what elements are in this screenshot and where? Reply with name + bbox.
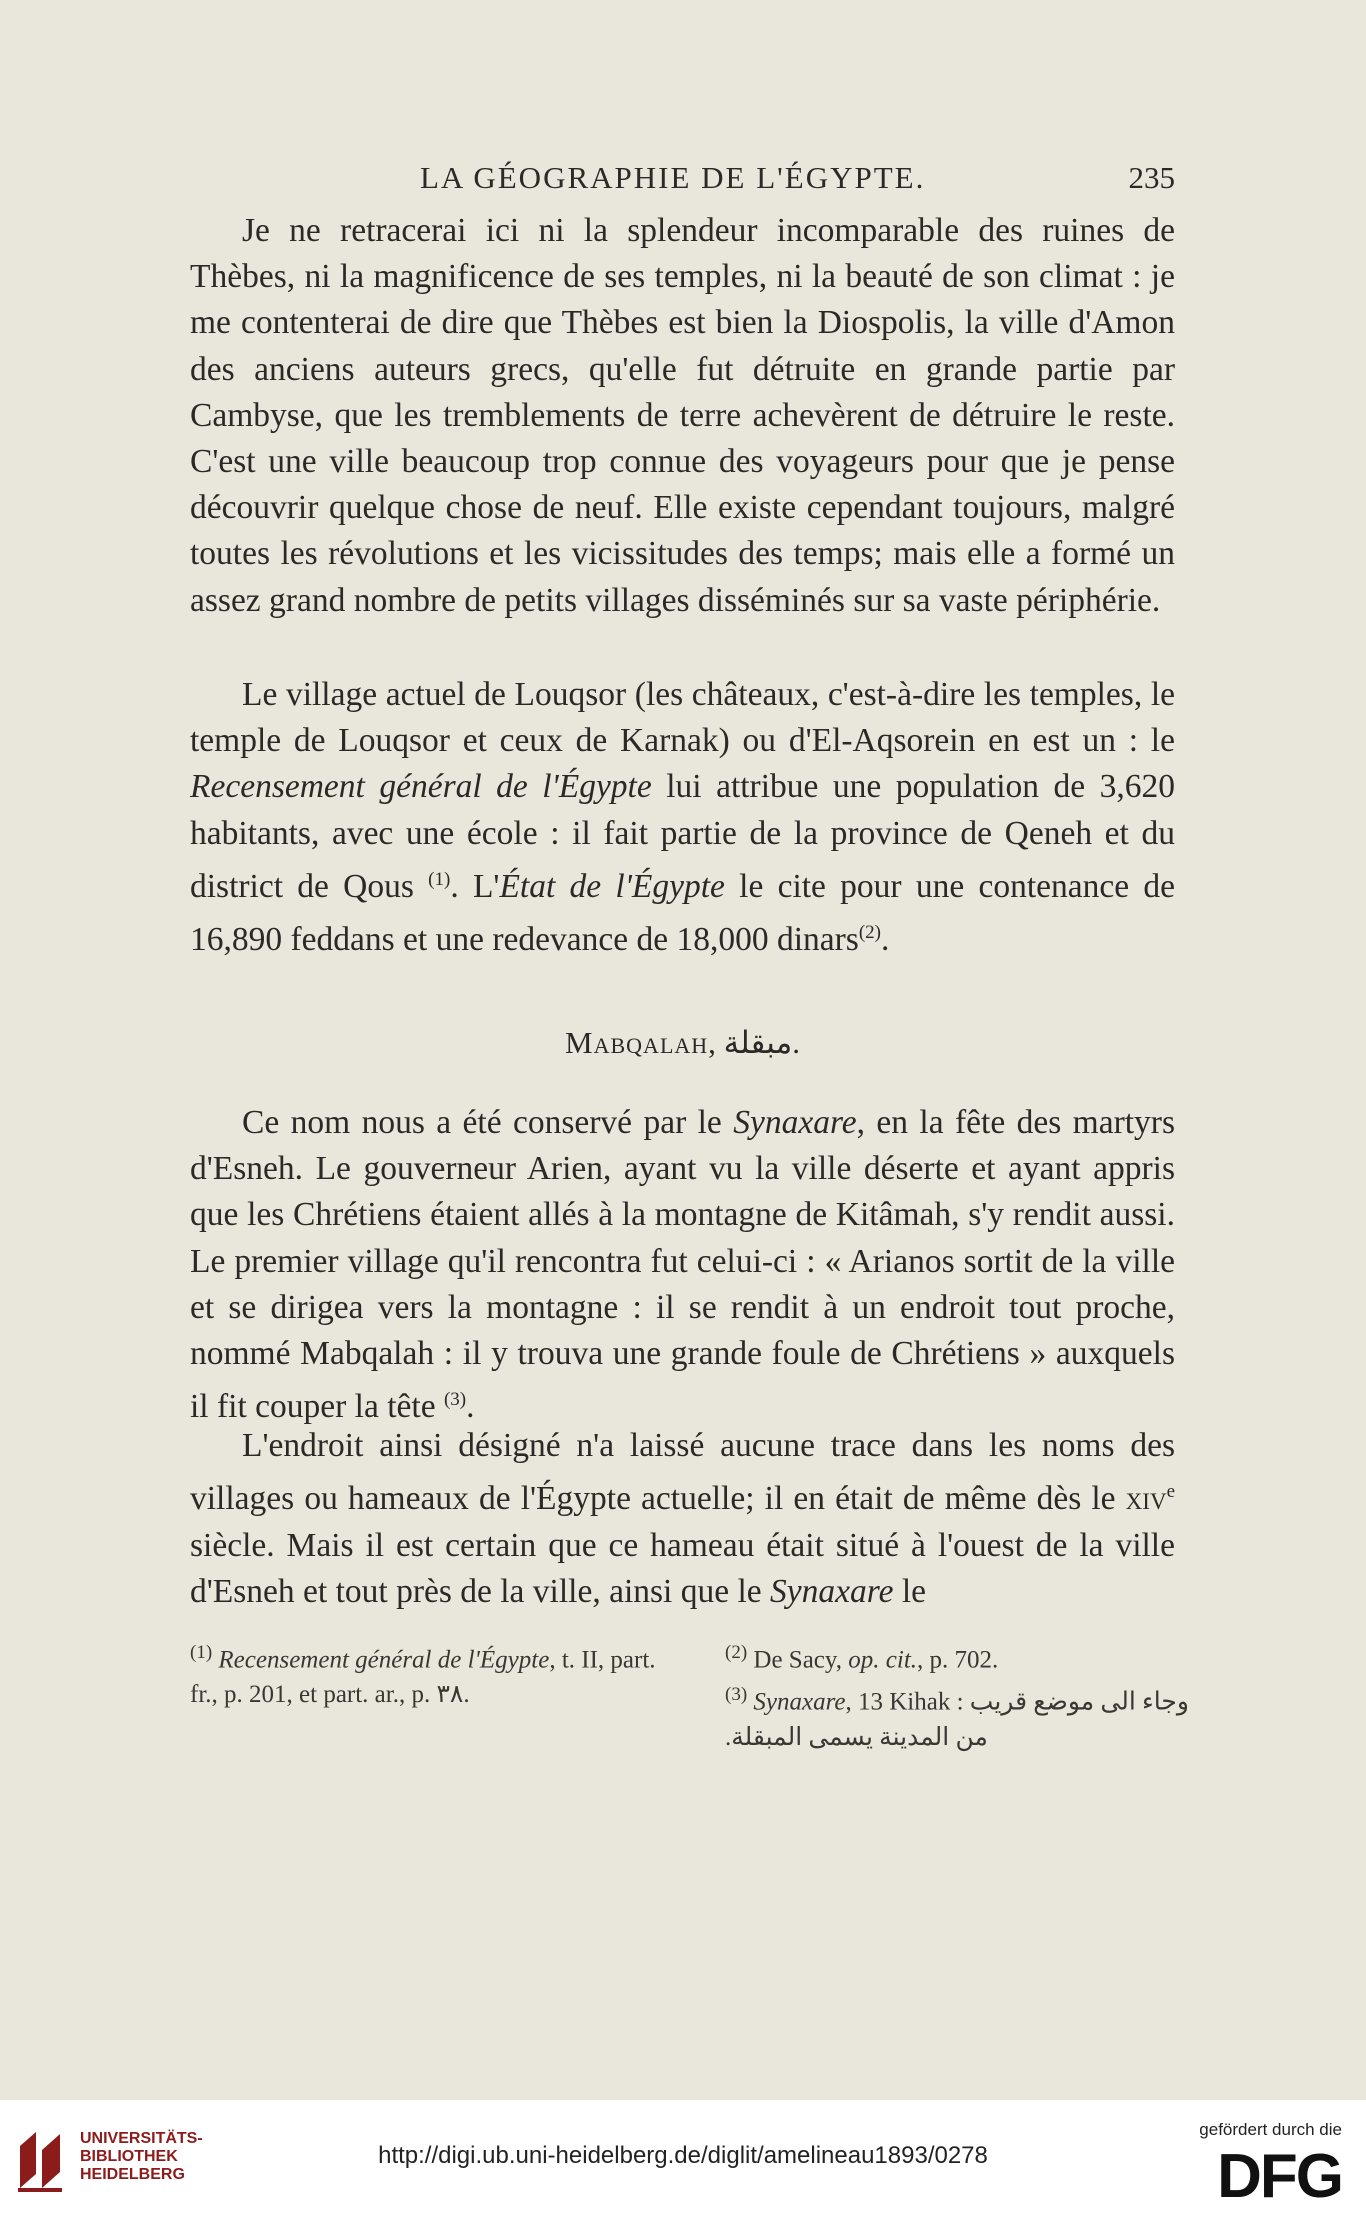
p2-run-d: le cite pour une contenance de 16,890 feddans et une redevance de 18,000 dinars	[190, 867, 1175, 959]
footnote-3-italic: Synaxare	[753, 1688, 846, 1716]
p2-run-b: lui attribue une population de 3,620 habitants, avec une école : il fait partie de la province de Qeneh et du district de Qous	[190, 768, 1175, 905]
institution-line-1: UNIVERSITÄTS-	[80, 2130, 203, 2147]
p4-century: xiv	[1125, 1480, 1167, 1518]
paragraph-2-text	[190, 672, 1175, 964]
paragraph-3-text	[190, 1100, 1175, 1431]
heading-period: .	[792, 1025, 800, 1060]
page-header	[190, 160, 1175, 210]
p3-italic-synaxare: Synaxare	[733, 1104, 857, 1141]
funded-by-label: gefördert durch die	[1199, 2120, 1342, 2139]
footnote-ref-2: (2)	[858, 922, 881, 944]
footnote-2-mark: (2)	[725, 1642, 748, 1663]
footer-bar	[0, 2100, 1366, 2220]
footnote-3-arabic: وجاء الى موضع قريب من المدينة يسمى المبقلة.	[725, 1688, 1189, 1751]
paragraph-4-text	[190, 1423, 1175, 1615]
p4-italic-synaxare: Synaxare	[770, 1572, 894, 1610]
institution-line-2: BIBLIOTHEK	[80, 2148, 178, 2165]
institution-line-3: HEIDELBERG	[80, 2166, 185, 2183]
dfg-logo: DFG	[1217, 2142, 1342, 2211]
p2-italic-etat: État de l'Égypte	[499, 867, 725, 905]
p2-run-e: .	[881, 921, 890, 959]
footnote-3-mark: (3)	[725, 1684, 748, 1706]
p3-run-b: , en la fête des martyrs d'Esneh. Le gouverneur Arien, ayant vu la ville déserte et ayant appris que les Chrétiens étaient allés à la montagne de Kitâmah, s'y rendit aussi. Le premier village qu'il rencontra fut celui-ci : « Arianos sortit de la ville et se dirigea vers la montagne : il se rendit à un endroit tout proche, nommé Mabqalah : il y trouva une grande foule de Chrétiens » auxquels il fit couper la tête	[190, 1104, 1175, 1426]
p4-century-sup: e	[1166, 1481, 1175, 1503]
running-title: LA GÉOGRAPHIE DE L'ÉGYPTE.	[420, 160, 926, 195]
section-heading	[190, 1025, 1175, 1061]
footnote-2-text-b: , p. 702.	[917, 1646, 999, 1674]
paragraph-2	[190, 672, 1175, 964]
heading-arabic: مبقلة	[723, 1025, 793, 1060]
footnote-2-text-a: De Sacy,	[753, 1646, 849, 1674]
p3-run-c: .	[466, 1388, 475, 1426]
heading-name: Mabqalah	[565, 1025, 709, 1060]
paragraph-1-text: Je ne retracerai ici ni la splendeur incomparable des ruines de Thèbes, ni la magnificence de ses temples, ni la beauté de son climat : je me contenterai de dire que Thèbes est bien la Diospolis, la ville d'Amon des anciens auteurs grecs, qu'elle fut détruite en grande partie par Cambyse, que les tremblements de terre achevèrent de détruire le reste. C'est une ville beaucoup trop connue des voyageurs pour que je pense découvrir quelque chose de neuf. Elle existe cependant toujours, malgré toutes les révolutions et les vicissitudes des temps; mais elle a formé un assez grand nombre de petits villages disséminés sur sa vaste périphérie.	[190, 212, 1175, 619]
footnote-2-italic: op. cit.	[848, 1646, 918, 1674]
heading-comma: ,	[708, 1025, 724, 1060]
p4-run-b: siècle. Mais il est certain que ce hameau était situé à l'ouest de la ville d'Esneh et tout près de la ville, ainsi que le	[190, 1526, 1175, 1610]
p4-run-a: L'endroit ainsi désigné n'a laissé aucune trace dans les noms des villages ou hameaux de l'Égypte actuelle; il en était de même dès le	[190, 1427, 1175, 1518]
p3-run-a: Ce nom nous a été conservé par le	[242, 1104, 734, 1141]
p4-run-c: le	[893, 1572, 927, 1610]
footnote-3-text: , 13 Kihak :	[845, 1688, 964, 1716]
footnote-2	[725, 1635, 1195, 1677]
p2-italic-recensement: Recensement général de l'Égypte	[190, 768, 652, 806]
footnote-ref-1: (1)	[428, 868, 451, 890]
footnote-3	[725, 1677, 1195, 1754]
footnote-ref-3: (3)	[443, 1389, 467, 1411]
footnote-1-italic: Recensement général de l'Égypte	[218, 1646, 550, 1674]
footnotes-2-3	[725, 1635, 1195, 1755]
footnote-1	[190, 1635, 660, 1712]
paragraph-1	[190, 208, 1175, 624]
page-number: 235	[1128, 160, 1175, 195]
source-url[interactable]: http://digi.ub.uni-heidelberg.de/diglit/amelineau1893/0278	[378, 2142, 988, 2169]
p2-run-c: . L'	[450, 867, 500, 905]
footnote-1-text: , t. II, part. fr., p. 201, et part. ar., p. ٣٨.	[190, 1646, 656, 1709]
paragraph-4	[190, 1423, 1175, 1615]
paragraph-3	[190, 1100, 1175, 1431]
footnote-1-mark: (1)	[190, 1642, 213, 1663]
p2-run-a: Le village actuel de Louqsor (les châteaux, c'est-à-dire les temples, le temple de Louqsor et ceux de Karnak) ou d'El-Aqsorein en est un : le	[190, 676, 1175, 760]
